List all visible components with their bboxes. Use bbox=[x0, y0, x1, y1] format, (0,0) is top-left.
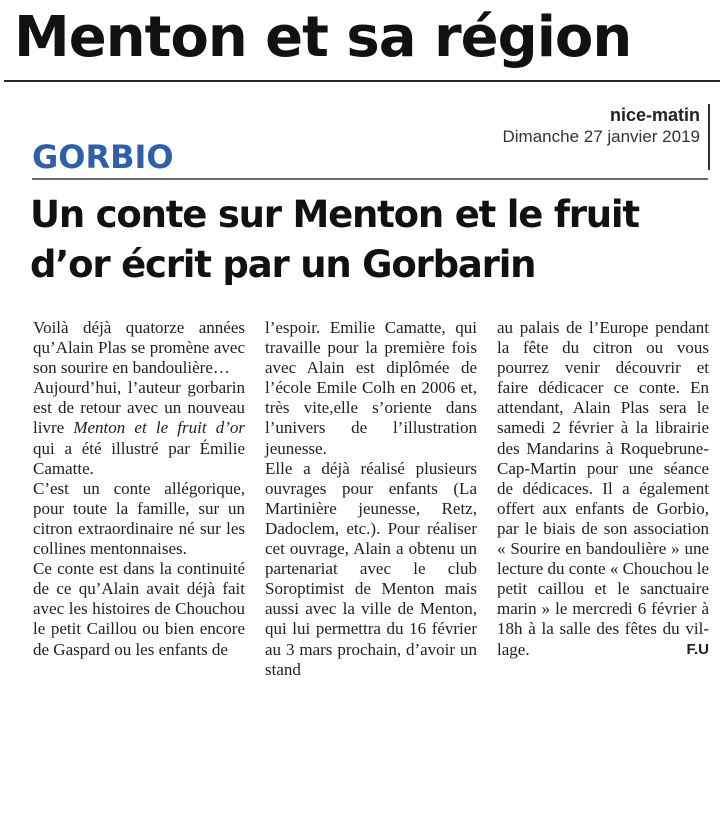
article-body bbox=[33, 318, 709, 748]
article-headline: Un conte sur Menton et le fruit d’or écrit par un Gorbarin bbox=[30, 193, 639, 286]
paragraph: au palais de l’Europe pendant la fête du citron ou vous pourrez venir découvrir et faire dédicacer ce conte. En attendant, Alain Plas sera le samedi 2 février à la librairie des Mandarins à Roquebrune-Cap-Martin pour une séance de dédicaces. Il a également offert aux enfants de Gorbio, par le biais de son association « Sourire en bandoulière » une lecture du conte « Chouchou le petit caillou et le sanctuaire marin » le mercredi 6 février à 18h à la salle des fêtes du village. bbox=[497, 318, 709, 659]
author-signature: F.U bbox=[686, 640, 709, 658]
paragraph: l’espoir. Emilie Camatte, qui travaille pour la première fois avec Alain est diplômée de l’école Emile Colh en 2006 et, très vite,elle s’oriente dans l’univers de l’illustration jeunesse. bbox=[265, 318, 477, 458]
paragraph-text: qui a été illustré par Émilie Camatte. bbox=[33, 438, 245, 478]
section-title: Menton et sa région bbox=[14, 5, 632, 70]
paragraph: Ce conte est dans la continuité de ce qu’Alain avait déjà fait avec les histoires de Chouchou le petit Caillou ou bien encore de Gaspard ou les enfants de bbox=[33, 559, 245, 659]
masthead-divider bbox=[708, 104, 710, 170]
publication-date: Dimanche 27 janvier 2019 bbox=[502, 127, 700, 146]
paragraph: Voilà déjà quatorze années qu’Alain Plas se promène avec son sourire en bandoulière… bbox=[33, 318, 245, 378]
paragraph: C’est un conte allégorique, pour toute la famille, sur un citron extraordinaire né sur les collines mentonnaises. bbox=[33, 478, 245, 559]
article-rubric: GORBIO bbox=[32, 138, 174, 176]
book-title: Menton et le fruit d’or bbox=[73, 418, 246, 438]
text-column-2 bbox=[265, 318, 477, 748]
newspaper-name: nice-matin bbox=[609, 105, 700, 125]
paragraph-text: Aujourd’hui, l’auteur gorbarin est de retour avec un nouveau livre bbox=[33, 378, 245, 438]
masthead bbox=[502, 104, 700, 148]
paragraph: Elle a déjà réalisé plusieurs ouvrages pour enfants (La Martinière jeunesse, Retz, Dadoclem, etc.). Pour réaliser cet ouvrage, Alain a obtenu un partenariat avec le club Soroptimist de Menton mais aussi avec la ville de Menton, qui lui permettra du 16 février au 3 mars prochain, d’avoir un stand bbox=[265, 458, 477, 679]
text-column-1 bbox=[33, 318, 245, 748]
top-divider bbox=[4, 80, 720, 82]
text-column-3 bbox=[497, 318, 709, 748]
rubric-divider bbox=[32, 178, 708, 180]
paragraph bbox=[33, 378, 245, 478]
